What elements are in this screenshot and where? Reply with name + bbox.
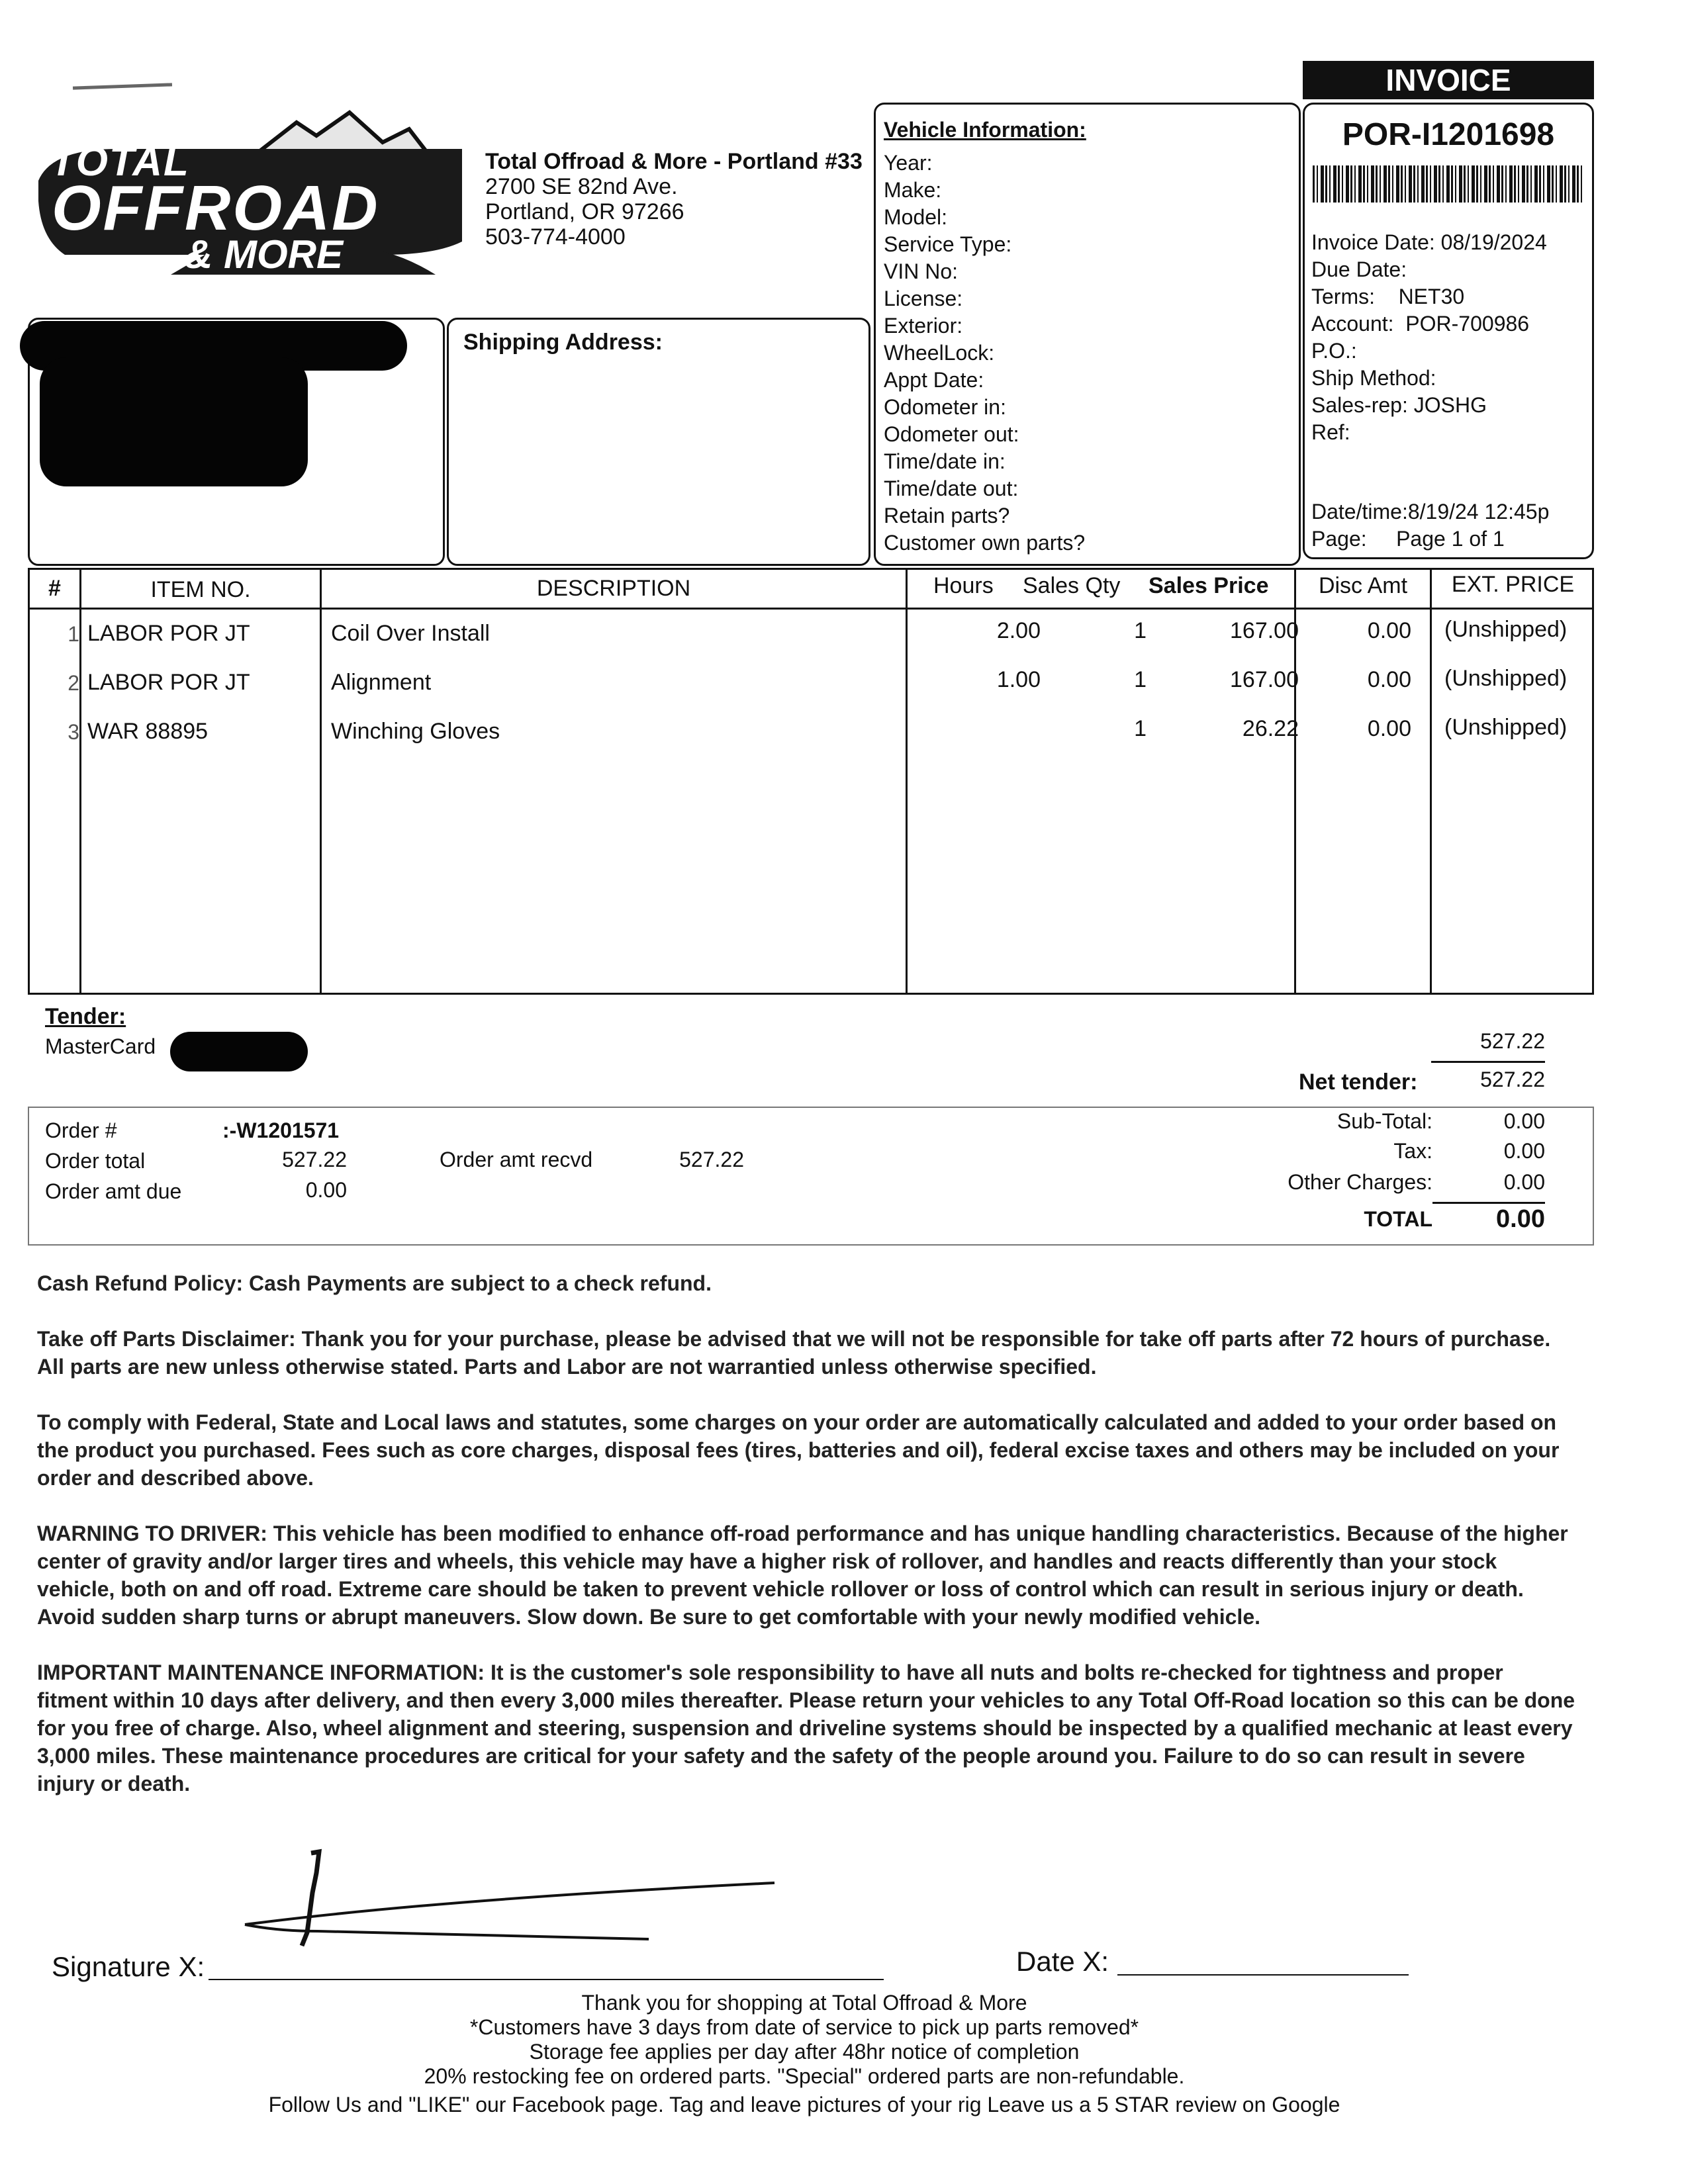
footer-social: Follow Us and "LIKE" our Facebook page. Tag and leave pictures of your rig Leave us a 5 STAR review on Google bbox=[268, 2093, 1340, 2116]
tender-section bbox=[28, 995, 1594, 1104]
row-hours: 2.00 bbox=[996, 618, 1041, 643]
order-recvd-value: 527.22 bbox=[679, 1148, 744, 1171]
row-price: 26.22 bbox=[1242, 716, 1299, 741]
row-ext: (Unshipped) bbox=[1444, 617, 1568, 642]
company-info bbox=[485, 149, 882, 250]
row-description: Winching Gloves bbox=[331, 719, 500, 744]
handwritten-signature bbox=[238, 1846, 794, 1972]
col-header-price: Sales Price bbox=[1149, 573, 1269, 598]
shipping-address-label: Shipping Address: bbox=[463, 330, 663, 355]
account-row: Account: POR-700986 bbox=[1311, 312, 1530, 336]
row-num: 3 bbox=[68, 720, 79, 744]
company-address-1: 2700 SE 82nd Ave. bbox=[485, 174, 678, 199]
total-value: 0.00 bbox=[1496, 1205, 1545, 1233]
datetime-value: 8/19/24 12:45p bbox=[1407, 500, 1550, 523]
vehicle-field: Retain parts? bbox=[884, 504, 1010, 527]
row-description: Alignment bbox=[331, 670, 432, 695]
order-total-value: 527.22 bbox=[282, 1148, 347, 1171]
row-qty: 1 bbox=[1134, 716, 1147, 741]
table-row bbox=[28, 664, 1594, 711]
subtotal-label: Sub-Total: bbox=[1336, 1109, 1432, 1133]
terms-value: NET30 bbox=[1398, 285, 1465, 308]
row-item: LABOR POR JT bbox=[87, 670, 250, 695]
row-qty: 1 bbox=[1134, 618, 1147, 643]
footer-thanks: Thank you for shopping at Total Offroad & More bbox=[581, 1991, 1027, 2015]
vehicle-field: WheelLock: bbox=[884, 341, 995, 365]
date-label: Date X: bbox=[1016, 1946, 1109, 1977]
invoice-info-box bbox=[1303, 103, 1594, 559]
row-qty: 1 bbox=[1134, 667, 1147, 692]
col-header-qty: Sales Qty bbox=[1023, 573, 1121, 598]
vehicle-field: Year: bbox=[884, 151, 933, 175]
vehicle-field: Time/date out: bbox=[884, 477, 1019, 500]
col-header-ext: EXT. PRICE bbox=[1451, 572, 1575, 597]
col-header-description: DESCRIPTION bbox=[536, 576, 691, 601]
vehicle-field: Appt Date: bbox=[884, 368, 984, 392]
footer bbox=[132, 1991, 1476, 2117]
parts-warranty: All parts are new unless otherwise stated. Parts and Labor are not warrantied unless otherwise specified. bbox=[37, 1355, 1097, 1379]
vehicle-fields bbox=[884, 150, 1085, 557]
footer-storage: Storage fee applies per day after 48hr notice of completion bbox=[529, 2040, 1080, 2064]
vehicle-field: Time/date in: bbox=[884, 449, 1006, 473]
row-num: 1 bbox=[68, 622, 79, 646]
other-charges-label: Other Charges: bbox=[1288, 1170, 1432, 1194]
vehicle-field: Model: bbox=[884, 205, 948, 229]
col-header-item: ITEM NO. bbox=[150, 577, 251, 602]
vehicle-field: Make: bbox=[884, 178, 942, 202]
order-due-value: 0.00 bbox=[305, 1178, 347, 1202]
sales-rep-value: JOSHG bbox=[1413, 393, 1487, 417]
subtotal-value: 0.00 bbox=[1503, 1109, 1545, 1133]
row-description: Coil Over Install bbox=[331, 621, 490, 646]
net-tender-value: 527.22 bbox=[1480, 1068, 1545, 1091]
company-address-2: Portland, OR 97266 bbox=[485, 199, 684, 224]
order-total-label: Order total bbox=[45, 1149, 146, 1173]
datetime-row: Date/time:8/19/24 12:45p bbox=[1311, 500, 1550, 523]
page-value: Page 1 of 1 bbox=[1396, 527, 1505, 551]
row-disc: 0.00 bbox=[1367, 716, 1411, 741]
footer-restocking: 20% restocking fee on ordered parts. "Special" ordered parts are non-refundable. bbox=[424, 2064, 1185, 2088]
invoice-date-row: Invoice Date: 08/19/2024 bbox=[1311, 230, 1547, 254]
order-number-label: Order # bbox=[45, 1118, 117, 1142]
row-ext: (Unshipped) bbox=[1444, 715, 1568, 740]
tender-label: Tender: bbox=[45, 1004, 126, 1029]
scan-mark bbox=[73, 83, 172, 89]
policy-text bbox=[37, 1269, 1579, 1825]
row-hours: 1.00 bbox=[996, 667, 1041, 692]
col-header-num: # bbox=[48, 576, 61, 601]
due-date-row: Due Date: bbox=[1311, 257, 1407, 281]
tender-divider bbox=[1431, 1061, 1545, 1063]
table-header-divider bbox=[28, 608, 1594, 610]
page-row: Page: Page 1 of 1 bbox=[1311, 527, 1505, 551]
col-header-hours: Hours bbox=[933, 573, 994, 598]
vehicle-field: Odometer in: bbox=[884, 395, 1006, 419]
tax-label: Tax: bbox=[1393, 1139, 1432, 1163]
row-disc: 0.00 bbox=[1367, 667, 1411, 692]
invoice-date-value: 08/19/2024 bbox=[1440, 230, 1547, 254]
tender-method: MasterCard bbox=[45, 1034, 156, 1058]
order-number-value: :-W1201571 bbox=[222, 1118, 340, 1142]
order-due-label: Order amt due bbox=[45, 1179, 182, 1203]
table-row bbox=[28, 615, 1594, 662]
terms-row: Terms: NET30 bbox=[1311, 285, 1465, 308]
net-tender-label: Net tender: bbox=[1299, 1069, 1418, 1095]
vehicle-info-box bbox=[874, 103, 1301, 566]
order-totals-box bbox=[28, 1107, 1594, 1246]
row-item: LABOR POR JT bbox=[87, 621, 250, 646]
ship-method-row: Ship Method: bbox=[1311, 366, 1436, 390]
barcode-icon bbox=[1313, 165, 1584, 203]
logo-more-text: & MORE bbox=[184, 232, 343, 277]
account-value: POR-700986 bbox=[1405, 312, 1530, 336]
redaction bbox=[40, 357, 308, 486]
vehicle-field: Customer own parts? bbox=[884, 531, 1086, 555]
company-phone: 503-774-4000 bbox=[485, 224, 626, 250]
col-header-disc: Disc Amt bbox=[1318, 573, 1408, 598]
cash-refund-policy: Cash Refund Policy: Cash Payments are subject to a check refund. bbox=[37, 1271, 712, 1295]
maintenance-info: IMPORTANT MAINTENANCE INFORMATION: It is the customer's sole responsibility to have all nuts and bolts re-checked for tightness and proper fitment within 10 days after delivery, and then every 3,000 miles thereafter. Please return your vehicles to any Total Off-Road location so this can be done for you free of charge. Also, wheel alignment and steering, suspension and driveline systems should be inspected by a qualified mechanic at least every 3,000 miles. These maintenance procedures are critical for your safety and the safety of the people around you. Failure to do so can result in severe injury or death. bbox=[37, 1661, 1575, 1796]
signature-label: Signature X: bbox=[52, 1951, 205, 1982]
signature-line[interactable] bbox=[209, 1979, 884, 1980]
shipping-address-box bbox=[447, 318, 870, 566]
row-num: 2 bbox=[68, 671, 79, 695]
invoice-fields bbox=[1311, 229, 1547, 446]
vehicle-field: VIN No: bbox=[884, 259, 959, 283]
vehicle-field: Exterior: bbox=[884, 314, 963, 338]
footer-pickup: *Customers have 3 days from date of service to pick up parts removed* bbox=[469, 2015, 1139, 2039]
company-logo bbox=[38, 109, 462, 281]
driver-warning: WARNING TO DRIVER: This vehicle has been modified to enhance off-road performance and has unique handling characteristics. Because of the higher center of gravity and/or larger tires and wheels, this vehicle may have a higher risk of rollover, and handles and reacts differently than your stock vehicle, both on and off road. Extreme care should be taken to prevent vehicle rollover or loss of control which can result in serious injury or death. Avoid sudden sharp turns or abrupt maneuvers. Slow down. Be sure to get comfortable with your newly modified vehicle. bbox=[37, 1522, 1568, 1629]
company-name: Total Offroad & More - Portland #33 bbox=[485, 149, 863, 174]
table-row bbox=[28, 713, 1594, 760]
vehicle-field: Service Type: bbox=[884, 232, 1012, 256]
other-charges-value: 0.00 bbox=[1503, 1170, 1545, 1194]
total-label: TOTAL bbox=[1364, 1207, 1432, 1231]
sales-rep-row: Sales-rep: JOSHG bbox=[1311, 393, 1487, 417]
vehicle-field: Odometer out: bbox=[884, 422, 1019, 446]
order-recvd-label: Order amt recvd bbox=[440, 1148, 593, 1171]
tax-value: 0.00 bbox=[1503, 1139, 1545, 1163]
vehicle-info-heading: Vehicle Information: bbox=[884, 118, 1086, 142]
redaction bbox=[170, 1032, 308, 1071]
totals-divider bbox=[1432, 1202, 1545, 1204]
row-price: 167.00 bbox=[1230, 667, 1299, 692]
po-row: P.O.: bbox=[1311, 339, 1357, 363]
compliance-notice: To comply with Federal, State and Local laws and statutes, some charges on your order are automatically calculated and added to your order based on the product you purchased. Fees such as core charges, disposal fees (tires, batteries and oil), federal excise taxes and others may be included on your order and described above. bbox=[37, 1410, 1560, 1490]
row-ext: (Unshipped) bbox=[1444, 666, 1568, 691]
invoice-footer-fields bbox=[1311, 498, 1549, 553]
ref-row: Ref: bbox=[1311, 420, 1350, 444]
invoice-header: INVOICE bbox=[1303, 61, 1594, 99]
logo-offroad-text: OFFROAD bbox=[52, 173, 380, 244]
vehicle-field: License: bbox=[884, 287, 963, 310]
date-line[interactable] bbox=[1117, 1974, 1409, 1976]
invoice-number: POR-I1201698 bbox=[1342, 117, 1555, 152]
takeoff-disclaimer: Take off Parts Disclaimer: Thank you for your purchase, please be advised that we will not be responsible for take off parts after 72 hours of purchase. bbox=[37, 1327, 1551, 1351]
tender-amount: 527.22 bbox=[1480, 1029, 1545, 1053]
row-price: 167.00 bbox=[1230, 618, 1299, 643]
row-disc: 0.00 bbox=[1367, 618, 1411, 643]
logo-total-text: TOTAL bbox=[50, 139, 190, 185]
row-item: WAR 88895 bbox=[87, 719, 209, 744]
